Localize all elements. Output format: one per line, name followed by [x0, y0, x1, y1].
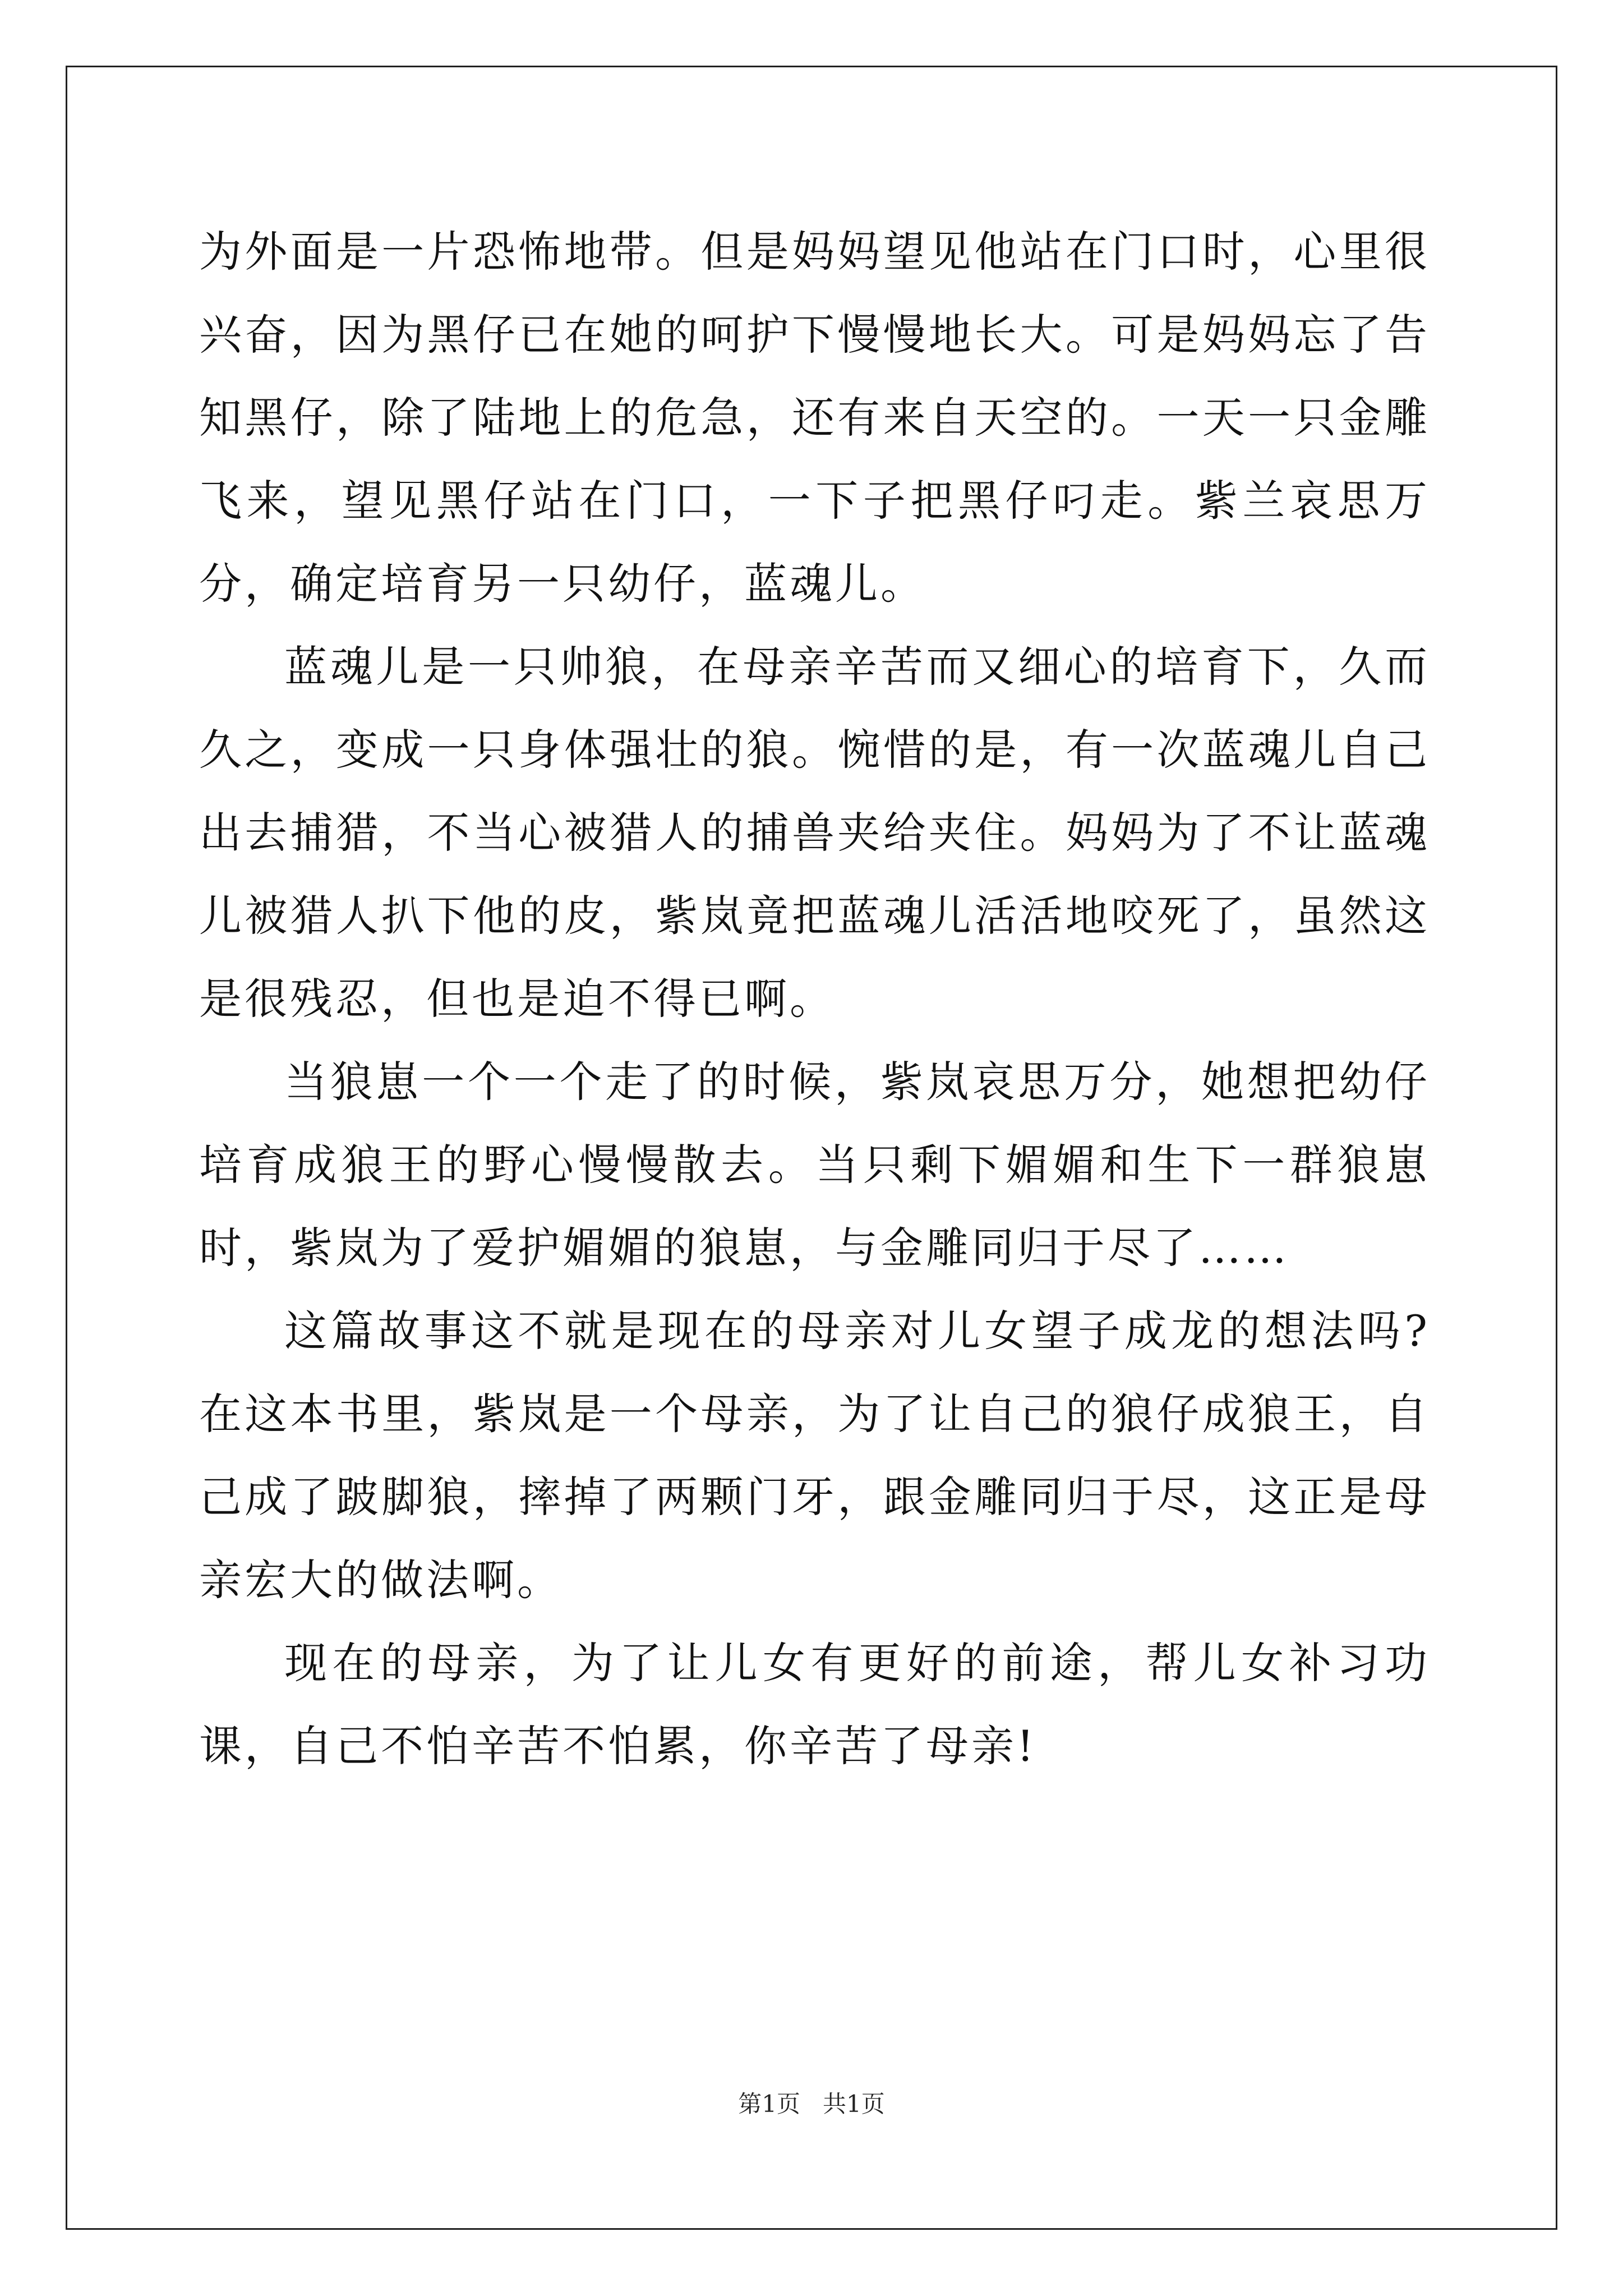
page-number: 第1页 — [738, 2090, 800, 2118]
paragraph-4: 这篇故事这不就是现在的母亲对儿女望子成龙的想法吗?在这本书里，紫岚是一个母亲，为了让自己的狼仔成狼王，自己成了跛脚狼，摔掉了两颗门牙，跟金雕同归于尽，这正是母亲宏大的做法啊。 — [199, 1306, 1430, 1605]
page-footer — [0, 2086, 1623, 2119]
paragraph-1: 为外面是一片恐怖地带。但是妈妈望见他站在门口时，心里很兴奋，因为黑仔已在她的呵护下慢慢地长大。可是妈妈忘了告知黑仔，除了陆地上的危急，还有来自天空的。一天一只金雕飞来，望见黑仔站在门口，一下子把黑仔叼走。紫兰哀思万分，确定培育另一只幼仔，蓝魂儿。 — [199, 227, 1430, 609]
paragraph-3: 当狼崽一个一个走了的时候，紫岚哀思万分，她想把幼仔培育成狼王的野心慢慢散去。当只剩下媚媚和生下一群狼崽时，紫岚为了爱护媚媚的狼崽，与金雕同归于尽了…… — [199, 1057, 1430, 1273]
paragraph-5: 现在的母亲，为了让儿女有更好的前途，帮儿女补习功课，自己不怕辛苦不怕累，你辛苦了母亲! — [199, 1638, 1430, 1771]
page-total: 共1页 — [823, 2090, 885, 2118]
paragraph-2: 蓝魂儿是一只帅狼，在母亲辛苦而又细心的培育下，久而久之，变成一只身体强壮的狼。惋惜的是，有一次蓝魂儿自己出去捕猎，不当心被猎人的捕兽夹给夹住。妈妈为了不让蓝魂儿被猎人扒下他的皮，紫岚竟把蓝魂儿活活地咬死了，虽然这是很残忍，但也是迫不得已啊。 — [199, 642, 1430, 1024]
document-body — [199, 210, 1430, 1788]
